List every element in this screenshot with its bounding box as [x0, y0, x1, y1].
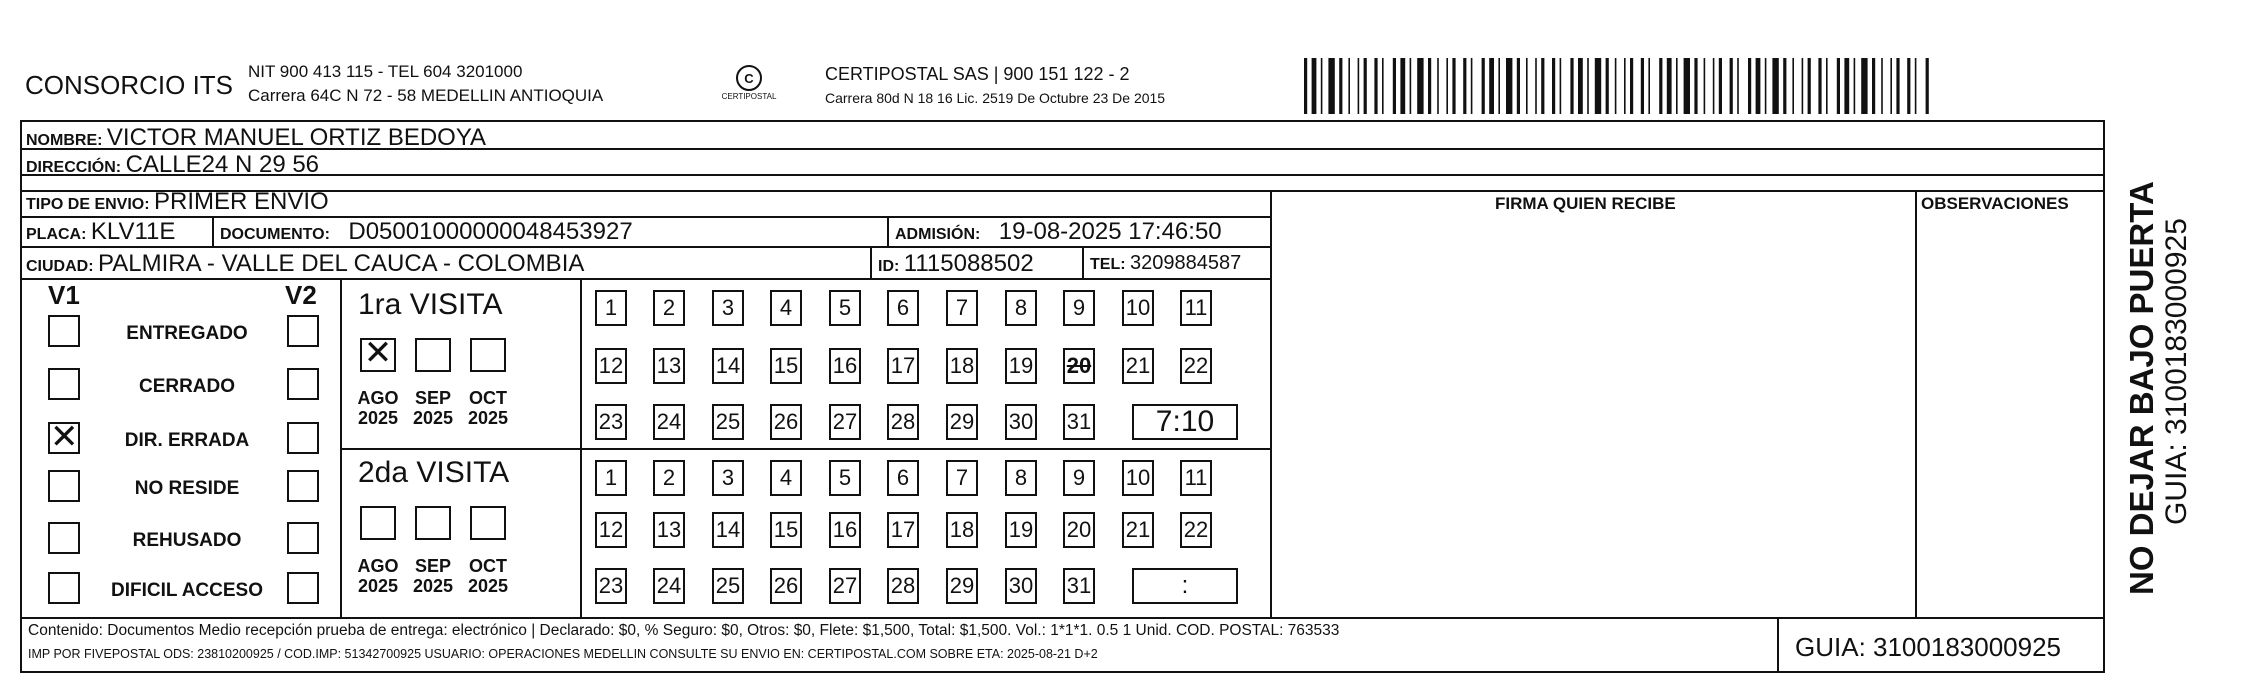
tel-label: TEL: — [1090, 256, 1126, 273]
v1-header: V1 — [48, 280, 80, 310]
day-box[interactable]: 24 — [653, 568, 685, 604]
day-box[interactable]: 8 — [1005, 460, 1037, 496]
barcode-bar — [1719, 58, 1722, 114]
certipostal-line-1: CERTIPOSTAL SAS | 900 151 122 - 2 — [825, 64, 1130, 84]
day-box[interactable]: 9 — [1063, 460, 1095, 496]
barcode-bar — [1713, 58, 1715, 114]
day-box[interactable]: 12 — [595, 348, 627, 384]
day-box[interactable]: 14 — [712, 348, 744, 384]
barcode-bar — [1498, 58, 1500, 114]
barcode-bar — [1328, 58, 1334, 114]
day-box[interactable]: 31 — [1063, 568, 1095, 604]
day-box[interactable]: 8 — [1005, 290, 1037, 326]
month-checkbox[interactable] — [360, 506, 396, 540]
status-label: ENTREGADO — [126, 323, 248, 344]
direccion-label: DIRECCIÓN: — [26, 159, 122, 176]
v2-checkbox[interactable] — [287, 470, 319, 502]
day-box[interactable]: 17 — [887, 512, 919, 548]
day-box[interactable]: 14 — [712, 512, 744, 548]
first-visit-time[interactable]: 7:10 — [1132, 404, 1238, 440]
barcode-bar — [1890, 58, 1892, 114]
direccion-row — [26, 151, 319, 179]
placa-row — [26, 218, 175, 246]
day-box[interactable]: 6 — [887, 290, 919, 326]
admision-value: 19-08-2025 17:46:50 — [998, 218, 1222, 245]
barcode-bar — [1393, 58, 1396, 114]
month-label: SEP 2025 — [412, 556, 454, 596]
footer-contenido: Contenido: Documentos Medio recepción prueba de entrega: electrónico | Declarado: $0, % Seguro: $0, Otros: $0, Flete: $1,500, Total: $1,500. Vol.: 1*1*1. 0.5 1 Unid. COD. POSTAL: 763533 — [28, 622, 1340, 639]
svg-text:C: C — [744, 71, 754, 86]
day-box[interactable]: 19 — [1005, 512, 1037, 548]
barcode-bar — [1526, 58, 1528, 114]
day-box[interactable]: 3 — [712, 460, 744, 496]
day-box[interactable]: 2 — [653, 290, 685, 326]
barcode-bar — [1471, 58, 1473, 114]
barcode-bar — [1312, 58, 1317, 114]
barcode-bar — [1624, 58, 1626, 114]
barcode-bar — [1489, 58, 1494, 114]
barcode-bar — [1535, 58, 1537, 114]
month-label: AGO 2025 — [357, 556, 399, 596]
day-box[interactable]: 23 — [595, 404, 627, 440]
barcode-bar — [1667, 58, 1672, 114]
barcode-bar — [1826, 58, 1828, 114]
month-checkbox[interactable] — [415, 338, 451, 372]
barcode-bar — [1587, 58, 1589, 114]
company-line-1: NIT 900 413 115 - TEL 604 3201000 — [248, 62, 523, 81]
nombre-value: VICTOR MANUEL ORTIZ BEDOYA — [106, 124, 487, 151]
second-visit-title: 2da VISITA — [358, 456, 510, 489]
day-box[interactable]: 25 — [712, 404, 744, 440]
firma-header: FIRMA QUIEN RECIBE — [1495, 194, 1676, 213]
certipostal-line-2: Carrera 80d N 18 16 Lic. 2519 De Octubre 23 De 2015 — [825, 90, 1166, 106]
v2-checkbox[interactable] — [287, 522, 319, 554]
barcode-bar — [1630, 58, 1633, 114]
day-box[interactable]: 29 — [946, 568, 978, 604]
barcode-bar — [1606, 58, 1609, 114]
barcode-bar — [1772, 58, 1778, 114]
day-box[interactable]: 13 — [653, 512, 685, 548]
documento-row — [220, 218, 633, 246]
barcode-bar — [1765, 58, 1767, 114]
barcode-bar — [1446, 58, 1448, 114]
nombre-row — [26, 124, 486, 152]
day-box[interactable]: 22 — [1180, 512, 1212, 548]
barcode-bar — [1854, 58, 1856, 114]
admision-label: ADMISIÓN: — [895, 226, 981, 243]
barcode-bar — [1517, 58, 1520, 114]
placa-label: PLACA: — [26, 226, 87, 243]
first-visit-title: 1ra VISITA — [358, 288, 503, 321]
barcode-bar — [1730, 58, 1733, 114]
barcode-bar — [1648, 58, 1650, 114]
barcode-bar — [1748, 58, 1751, 114]
barcode-bar — [1482, 58, 1485, 114]
barcode-bar — [1659, 58, 1662, 114]
v1-checkbox[interactable] — [48, 368, 80, 400]
barcode-bar — [1926, 58, 1929, 114]
barcode-bar — [1578, 58, 1583, 114]
barcode-bar — [1417, 58, 1423, 114]
v1-checkbox[interactable] — [48, 470, 80, 502]
day-box[interactable]: 6 — [887, 460, 919, 496]
barcode-bar — [1541, 58, 1544, 114]
day-box[interactable]: 17 — [887, 348, 919, 384]
barcode-bar — [1737, 58, 1739, 114]
v2-header: V2 — [285, 280, 317, 310]
barcode-bar — [1364, 58, 1367, 114]
status-label: NO RESIDE — [134, 478, 240, 499]
status-label: DIFICIL ACCESO — [110, 580, 263, 601]
v2-checkbox[interactable] — [287, 572, 319, 604]
logo-text: CERTIPOSTAL — [721, 92, 777, 101]
month-label: OCT 2025 — [467, 388, 509, 428]
barcode-bar — [1756, 58, 1761, 114]
day-box[interactable]: 11 — [1180, 460, 1212, 496]
day-box[interactable]: 26 — [770, 404, 802, 440]
footer-guia: GUIA: 3100183000925 — [1795, 632, 2061, 662]
day-box[interactable]: 23 — [595, 568, 627, 604]
nombre-label: NOMBRE: — [26, 132, 103, 149]
v2-checkbox[interactable] — [287, 422, 319, 454]
day-box[interactable]: 18 — [946, 512, 978, 548]
day-box[interactable]: 1 — [595, 290, 627, 326]
barcode-bar — [1792, 58, 1794, 114]
day-box[interactable]: 2 — [653, 460, 685, 496]
barcode-bar — [1808, 58, 1811, 114]
barcode-bar — [1896, 58, 1899, 114]
status-label: DIR. ERRADA — [124, 430, 250, 451]
day-box[interactable]: 12 — [595, 512, 627, 548]
day-box[interactable]: 16 — [829, 348, 861, 384]
day-box[interactable]: 5 — [829, 460, 861, 496]
footer-imp: IMP POR FIVEPOSTAL ODS: 23810200925 / COD.IMP: 51342700925 USUARIO: OPERACIONES MEDELLIN CONSULTE SU ENVIO EN: CERTIPOSTAL.COM SOBRE ETA: 2025-08-21 D+2 — [28, 647, 1098, 661]
barcode-bar — [1304, 58, 1307, 114]
barcode-bar — [1374, 58, 1377, 114]
month-label: OCT 2025 — [467, 556, 509, 596]
day-box[interactable]: 27 — [829, 568, 861, 604]
month-checkbox[interactable] — [470, 338, 506, 372]
barcode-bar — [1400, 58, 1405, 114]
second-visit-time[interactable]: : — [1132, 568, 1238, 604]
barcode-bar — [1818, 58, 1821, 114]
barcode-bar — [1861, 58, 1867, 114]
certipostal-logo — [712, 62, 786, 108]
day-box[interactable]: 28 — [887, 568, 919, 604]
day-box[interactable]: 3 — [712, 290, 744, 326]
barcode-bar — [1802, 58, 1804, 114]
day-box[interactable]: 7 — [946, 460, 978, 496]
barcode-bar — [1783, 58, 1786, 114]
barcode-bar — [1321, 58, 1323, 114]
tel-value: 3209884587 — [1130, 252, 1242, 274]
day-box[interactable]: 10 — [1122, 460, 1154, 496]
barcode-bar — [1428, 58, 1431, 114]
side-warning: NO DEJAR BAJO PUERTA — [2123, 181, 2160, 595]
barcode-bar — [1437, 58, 1439, 114]
day-box[interactable]: 13 — [653, 348, 685, 384]
id-label: ID: — [878, 258, 900, 275]
v1-checkbox[interactable]: ✕ — [50, 418, 79, 456]
day-box[interactable]: 30 — [1005, 404, 1037, 440]
documento-label: DOCUMENTO: — [220, 226, 330, 243]
day-box[interactable]: 24 — [653, 404, 685, 440]
barcode-bar — [1694, 58, 1697, 114]
side-guia: GUIA: 3100183000925 — [2160, 218, 2193, 525]
placa-value: KLV11E — [90, 218, 176, 245]
admision-row — [895, 218, 1222, 246]
day-box[interactable]: 10 — [1122, 290, 1154, 326]
ciudad-row — [26, 250, 584, 278]
day-box[interactable]: 21 — [1122, 348, 1154, 384]
day-box[interactable]: 29 — [946, 404, 978, 440]
day-box[interactable]: 1 — [595, 460, 627, 496]
barcode-bar — [1704, 58, 1706, 114]
v1-checkbox[interactable] — [48, 572, 80, 604]
barcode-bar — [1676, 58, 1678, 114]
company-line-2: Carrera 64C N 72 - 58 MEDELLIN ANTIOQUIA — [248, 86, 604, 105]
documento-value: D05001000000048453927 — [348, 218, 633, 245]
observaciones-header: OBSERVACIONES — [1921, 194, 2069, 213]
month-checkbox[interactable]: ✕ — [360, 338, 396, 372]
v1-checkbox[interactable] — [48, 315, 80, 347]
day-box[interactable]: 16 — [829, 512, 861, 548]
day-box[interactable]: 15 — [770, 512, 802, 548]
tel-row — [1090, 252, 1241, 275]
id-row — [878, 250, 1034, 278]
day-box[interactable]: 4 — [770, 460, 802, 496]
tipo-row — [26, 188, 329, 216]
month-label: AGO 2025 — [357, 388, 399, 428]
status-label: REHUSADO — [132, 530, 242, 551]
barcode-bar — [1915, 58, 1917, 114]
barcode-bar — [1506, 58, 1512, 114]
day-box[interactable]: 11 — [1180, 290, 1212, 326]
barcode-bar — [1684, 58, 1690, 114]
barcode-bar — [1560, 58, 1562, 114]
month-checkbox[interactable] — [470, 506, 506, 540]
day-box[interactable]: 28 — [887, 404, 919, 440]
day-box[interactable]: 25 — [712, 568, 744, 604]
day-box[interactable]: 21 — [1122, 512, 1154, 548]
day-box[interactable]: 22 — [1180, 348, 1212, 384]
v2-checkbox[interactable] — [287, 315, 319, 347]
day-box[interactable]: 9 — [1063, 290, 1095, 326]
month-checkbox[interactable] — [415, 506, 451, 540]
barcode-bar — [1595, 58, 1601, 114]
company-name: CONSORCIO ITS — [25, 70, 234, 100]
month-label: SEP 2025 — [412, 388, 454, 428]
day-box[interactable]: 18 — [946, 348, 978, 384]
barcode-bar — [1552, 58, 1555, 114]
tipo-label: TIPO DE ENVIO: — [26, 196, 150, 213]
day-box[interactable]: 4 — [770, 290, 802, 326]
day-box[interactable]: 7 — [946, 290, 978, 326]
barcode-bar — [1570, 58, 1573, 114]
barcode-bar — [1837, 58, 1840, 114]
barcode-bar — [1339, 58, 1342, 114]
day-box[interactable]: 26 — [770, 568, 802, 604]
id-value: 1115088502 — [903, 250, 1034, 277]
day-box[interactable]: 20 — [1063, 348, 1095, 384]
day-box[interactable]: 5 — [829, 290, 861, 326]
barcode-bar — [1872, 58, 1875, 114]
day-box[interactable]: 20 — [1063, 512, 1095, 548]
v2-checkbox[interactable] — [287, 368, 319, 400]
barcode-bar — [1348, 58, 1350, 114]
day-box[interactable]: 27 — [829, 404, 861, 440]
day-box[interactable]: 31 — [1063, 404, 1095, 440]
barcode-bar — [1881, 58, 1883, 114]
tipo-value: PRIMER ENVIO — [154, 188, 329, 215]
barcode-bar — [1410, 58, 1412, 114]
barcode — [1304, 58, 1934, 114]
ciudad-value: PALMIRA - VALLE DEL CAUCA - COLOMBIA — [98, 250, 585, 277]
barcode-bar — [1452, 58, 1455, 114]
barcode-bar — [1641, 58, 1644, 114]
barcode-bar — [1615, 58, 1617, 114]
barcode-bar — [1844, 58, 1849, 114]
barcode-bar — [1907, 58, 1910, 114]
day-box[interactable]: 30 — [1005, 568, 1037, 604]
v1-checkbox[interactable] — [48, 522, 80, 554]
barcode-bar — [1382, 58, 1384, 114]
day-box[interactable]: 19 — [1005, 348, 1037, 384]
status-label: CERRADO — [138, 376, 236, 397]
day-box[interactable]: 15 — [770, 348, 802, 384]
ciudad-label: CIUDAD: — [26, 258, 94, 275]
barcode-bar — [1358, 58, 1360, 114]
direccion-value: CALLE24 N 29 56 — [125, 151, 320, 178]
barcode-bar — [1463, 58, 1466, 114]
